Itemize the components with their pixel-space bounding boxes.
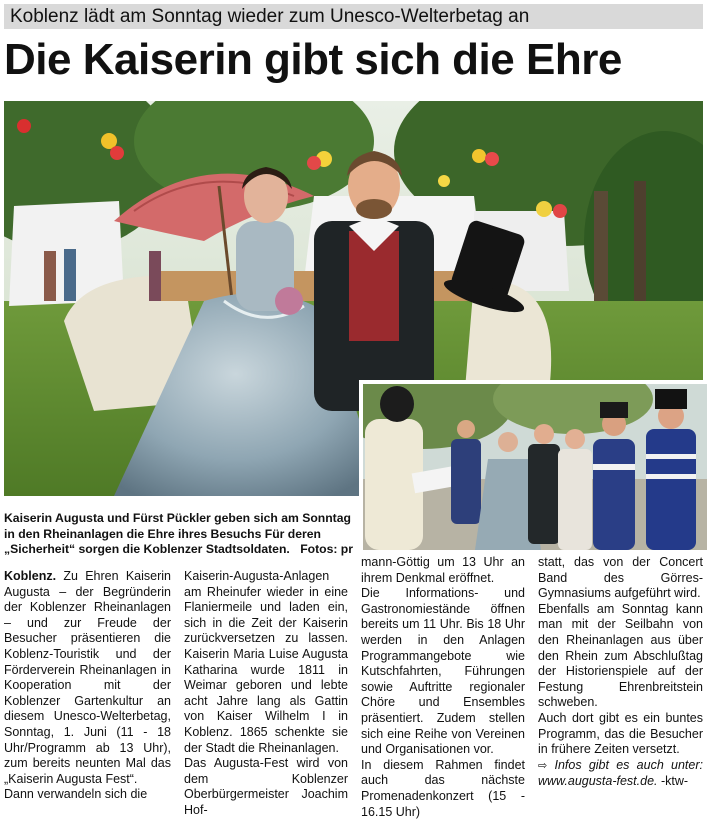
article-text-2a: Kaiserin-Augusta-Anlagen am Rheinufer wieder in eine Flaniermeile und laden ein, sich in die Zeit der Kaiserin zurückversetzen zu lassen. Kaiserin Maria Luise Augusta Katharina wurde 1811 in Weimar geboren und lebte acht Jahre lang als Gattin von Kaiser Wilhelm I in Koblenz. 1865 schenkte sie der Stadt die Rheinanlagen.	[184, 569, 348, 755]
article-text-1: Zu Ehren Kaiserin Augusta – der Begründerin der Koblenzer Rheinanlagen – und zur Freude der Besucher präsentieren die Koblenz-Touristik und der Förderverein Rheinanlagen in Kooperation mit der Koblenzer Gartenkultur an diesem Unesco-Welterbetag, Sonntag, 1. Juni (11 - 18 Uhr/Programm ab 13 Uhr), zum bereits neunten Mal das „Kaiserin Augusta Fest“.	[4, 569, 171, 786]
article-text-4a: statt, das von der Concert Band des Görres-Gymnasiums aufgeführt wird.	[538, 555, 703, 601]
author-signature: -ktw-	[661, 774, 689, 789]
article-column-2	[184, 569, 348, 819]
article-text-4c: Auch dort gibt es ein buntes Programm, das die Besucher in frühere Zeiten versetzt.	[538, 710, 703, 757]
article-text-4b: Ebenfalls am Sonntag kann man mit der Seilbahn von den Rheinanlagen aus über den Rhein zum Abschlußtag der Historienspiele auf der Festung Ehrenbreitstein schweben.	[538, 601, 703, 710]
inset-photo	[359, 380, 707, 550]
article-text-3a: mann-Göttig um 13 Uhr an ihrem Denkmal eröffnet.	[361, 555, 525, 585]
kicker-bar	[4, 4, 703, 29]
caption-text: Kaiserin Augusta und Fürst Pückler geben sich am Sonntag in den Rheinanlagen die Ehre ihres Besuchs Für deren „Sicherheit“ sorgen die Koblenzer Stadtsoldaten.	[4, 511, 351, 556]
photo-credit: Fotos: pr	[300, 542, 353, 556]
kicker-text: Koblenz lädt am Sonntag wieder zum Unesco-Welterbetag an	[10, 6, 530, 27]
headline: Die Kaiserin gibt sich die Ehre	[4, 35, 622, 84]
article-column-3	[361, 555, 525, 820]
article-column-1	[4, 569, 171, 803]
article-text-1b: Dann verwandeln sich die	[4, 787, 148, 802]
article-text-3c: In diesem Rahmen findet auch das nächste Promenadenkonzert (15 - 16.15 Uhr)	[361, 757, 525, 819]
article-column-4	[538, 555, 703, 790]
article-text-3b: Die Informations- und Gastronomiestände öffnen bereits um 11 Uhr. Bis 18 Uhr werden in den Anlagen Programmangebote wie Kutschfahrten, Führungen sowie Auftritte regionaler Chöre und Ensembles präsentiert. Zudem stellen sich eine Reihe von Vereinen und Organisationen vor.	[361, 586, 525, 757]
arrow-right-icon: ⇨	[538, 759, 548, 772]
photo-caption	[4, 511, 353, 558]
article-text-2b: Das Augusta-Fest wird von dem Koblenzer Oberbürgermeister Joachim Hof-	[184, 756, 348, 817]
info-link[interactable]: Infos gibt es auch unter: www.augusta-fest.de.	[538, 757, 703, 789]
dateline: Koblenz.	[4, 569, 57, 583]
